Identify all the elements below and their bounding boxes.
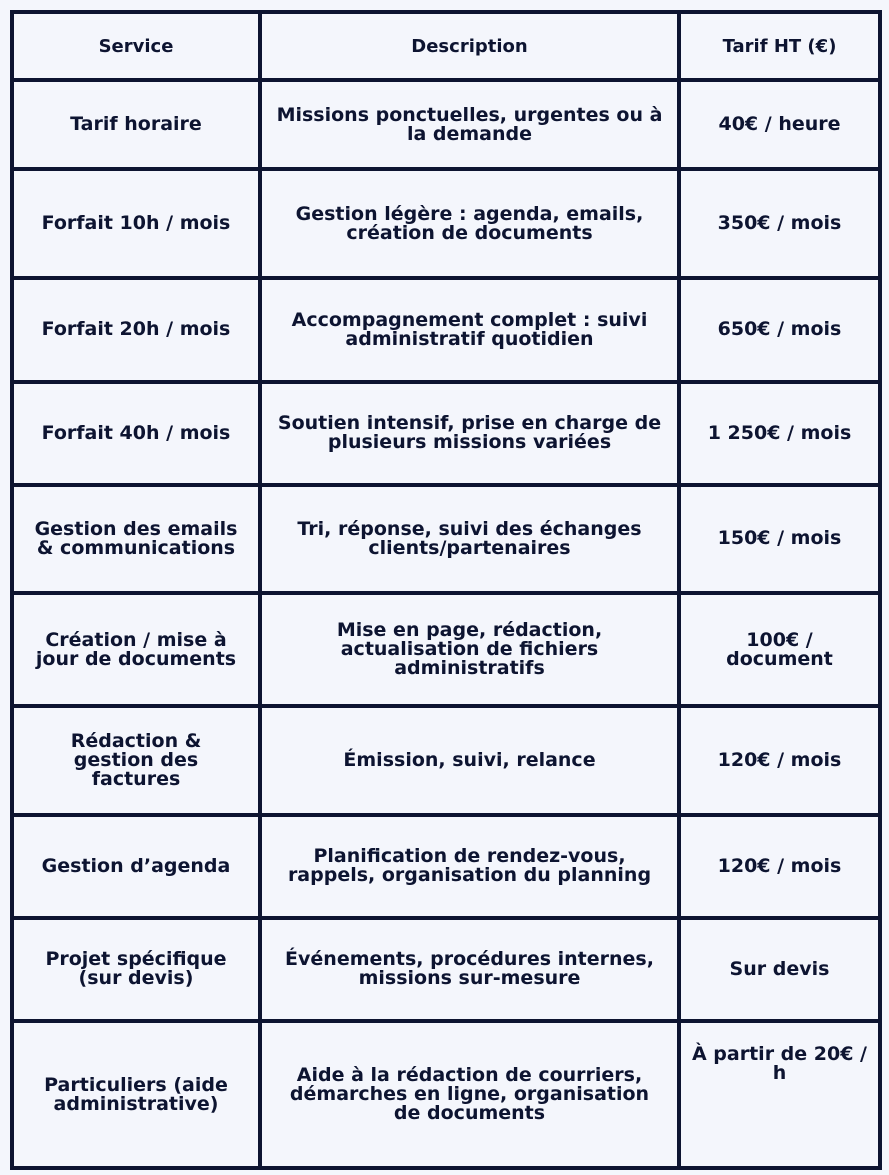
table-row — [12, 1021, 880, 1168]
service-cell: Gestion d’agenda — [12, 815, 260, 918]
table-row — [12, 918, 880, 1022]
table-header-row — [12, 12, 880, 80]
description-cell: Tri, réponse, suivi des échanges clients/partenaires — [260, 485, 679, 593]
price-cell: 120€ / mois — [679, 815, 880, 918]
table-row — [12, 278, 880, 382]
service-cell: Forfait 20h / mois — [12, 278, 260, 382]
table-row — [12, 382, 880, 486]
pricing-table — [10, 10, 882, 1170]
price-cell: À partir de 20€ / h — [679, 1021, 880, 1168]
description-cell: Planification de rendez-vous, rappels, organisation du planning — [260, 815, 679, 918]
price-cell: 150€ / mois — [679, 485, 880, 593]
description-cell: Événements, procédures internes, missions sur-mesure — [260, 918, 679, 1022]
description-cell: Soutien intensif, prise en charge de plusieurs missions variées — [260, 382, 679, 486]
description-cell: Mise en page, rédaction, actualisation de fichiers administratifs — [260, 593, 679, 707]
service-cell: Forfait 40h / mois — [12, 382, 260, 486]
price-cell: 100€ / document — [679, 593, 880, 707]
table-row — [12, 169, 880, 278]
price-cell: 650€ / mois — [679, 278, 880, 382]
table-row — [12, 485, 880, 593]
description-cell: Accompagnement complet : suivi administratif quotidien — [260, 278, 679, 382]
service-cell: Gestion des emails & communications — [12, 485, 260, 593]
table-row — [12, 80, 880, 169]
header-service: Service — [12, 12, 260, 80]
description-cell: Gestion légère : agenda, emails, création de documents — [260, 169, 679, 278]
table-row — [12, 593, 880, 707]
price-cell: 1 250€ / mois — [679, 382, 880, 486]
price-cell: 120€ / mois — [679, 706, 880, 815]
header-price: Tarif HT (€) — [679, 12, 880, 80]
service-cell: Rédaction & gestion des factures — [12, 706, 260, 815]
price-cell: 350€ / mois — [679, 169, 880, 278]
description-cell: Émission, suivi, relance — [260, 706, 679, 815]
service-cell: Particuliers (aide administrative) — [12, 1021, 260, 1168]
table-row — [12, 706, 880, 815]
table-row — [12, 815, 880, 918]
price-cell: 40€ / heure — [679, 80, 880, 169]
price-cell: Sur devis — [679, 918, 880, 1022]
description-cell: Aide à la rédaction de courriers, démarches en ligne, organisation de documents — [260, 1021, 679, 1168]
description-cell: Missions ponctuelles, urgentes ou à la demande — [260, 80, 679, 169]
header-description: Description — [260, 12, 679, 80]
service-cell: Forfait 10h / mois — [12, 169, 260, 278]
service-cell: Création / mise à jour de documents — [12, 593, 260, 707]
service-cell: Tarif horaire — [12, 80, 260, 169]
service-cell: Projet spécifique (sur devis) — [12, 918, 260, 1022]
